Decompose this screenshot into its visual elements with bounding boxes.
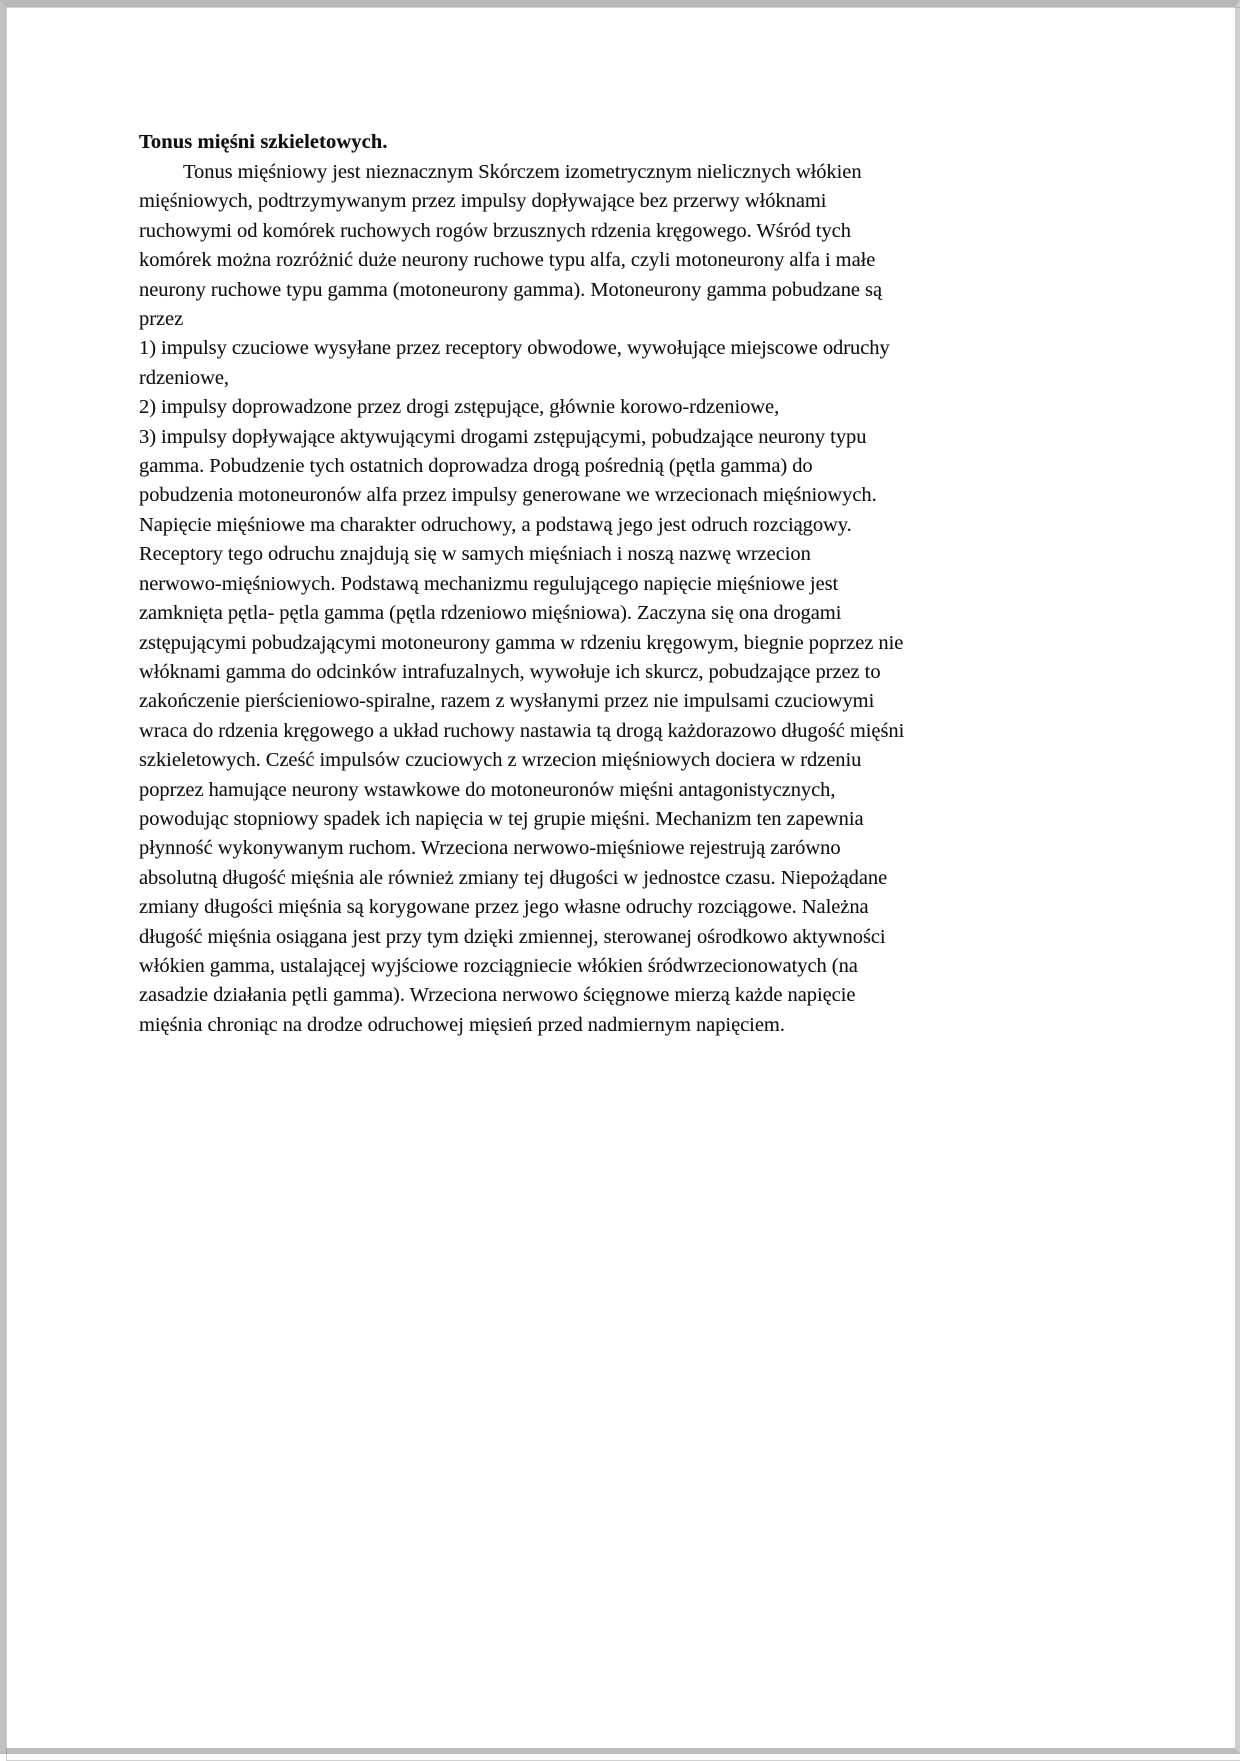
document-line: zamknięta pętla- pętla gamma (pętla rdzeniowo mięśniowa). Zaczyna się ona drogami (139, 602, 842, 625)
document-line: długość mięśnia osiągana jest przy tym dzięki zmiennej, sterowanej ośrodkowo aktywności (139, 925, 886, 948)
document-line: wraca do rdzenia kręgowego a układ ruchowy nastawia tą drogą każdorazowo długość mięśni (139, 719, 905, 742)
document-text-column (139, 127, 967, 1040)
document-line: włókien gamma, ustalającej wyjściowe rozciągniecie włókien śródwrzecionowatych (na (139, 954, 858, 977)
document-line: 2) impulsy doprowadzone przez drogi zstępujące, głównie korowo-rdzeniowe, (139, 396, 780, 419)
document-line: Napięcie mięśniowe ma charakter odruchowy, a podstawą jego jest odruch rozciągowy. (139, 513, 852, 536)
document-line: absolutną długość mięśnia ale również zmiany tej długości w jednostce czasu. Niepożądane (139, 866, 888, 889)
document-line: komórek można rozróżnić duże neurony ruchowe typu alfa, czyli motoneurony alfa i małe (139, 249, 876, 272)
document-line: Receptory tego odruchu znajdują się w samych mięśniach i noszą nazwę wrzecion (139, 543, 811, 566)
document-line: mięśniowych, podtrzymywanym przez impulsy dopływające bez przerwy włóknami (139, 190, 827, 213)
document-line: zasadzie działania pętli gamma). Wrzeciona nerwowo ścięgnowe mierzą każde napięcie (139, 984, 856, 1007)
document-line: gamma. Pobudzenie tych ostatnich doprowadza drogą pośrednią (pętla gamma) do (139, 455, 813, 478)
document-line: zstępującymi pobudzającymi motoneurony gamma w rdzeniu kręgowym, biegnie poprzez nie (139, 631, 904, 654)
document-line: pobudzenia motoneuronów alfa przez impulsy generowane we wrzecionach mięśniowych. (139, 484, 877, 507)
document-line: powodując stopniowy spadek ich napięcia w tej grupie mięśni. Mechanizm ten zapewnia (139, 807, 864, 830)
document-line: 3) impulsy dopływające aktywującymi drogami zstępującymi, pobudzające neurony typu (139, 425, 867, 448)
document-line: neurony ruchowe typu gamma (motoneurony gamma). Motoneurony gamma pobudzane są (139, 278, 883, 301)
document-line: 1) impulsy czuciowe wysyłane przez receptory obwodowe, wywołujące miejscowe odruchy (139, 337, 890, 360)
document-line: płynność wykonywanym ruchom. Wrzeciona nerwowo-mięśniowe rejestrują zarówno (139, 837, 841, 860)
document-line: zakończenie pierścieniowo-spiralne, razem z wysłanymi przez nie impulsami czuciowymi (139, 690, 875, 713)
document-line: zmiany długości mięśnia są korygowane przez jego własne odruchy rozciągowe. Należna (139, 896, 869, 919)
document-line: rdzeniowe, (139, 366, 229, 389)
document-line: ruchowymi od komórek ruchowych rogów brzusznych rdzenia kręgowego. Wśród tych (139, 219, 851, 242)
document-line: poprzez hamujące neurony wstawkowe do motoneuronów mięśni antagonistycznych, (139, 778, 836, 801)
document-line: szkieletowych. Cześć impulsów czuciowych z wrzecion mięśniowych dociera w rdzeniu (139, 749, 862, 772)
document-line: włóknami gamma do odcinków intrafuzalnych, wywołuje ich skurcz, pobudzające przez to (139, 660, 881, 683)
document-line: nerwowo-mięśniowych. Podstawą mechanizmu regulującego napięcie mięśniowe jest (139, 572, 839, 595)
document-body (139, 158, 967, 1040)
document-line: przez (139, 308, 184, 331)
document-line: mięśnia chroniąc na drodze odruchowej mięsień przed nadmiernym napięciem. (139, 1013, 785, 1036)
document-line: Tonus mięśniowy jest nieznacznym Skórczem izometrycznym nielicznych włókien (183, 161, 862, 183)
page-title: Tonus mięśni szkieletowych. (139, 131, 388, 153)
